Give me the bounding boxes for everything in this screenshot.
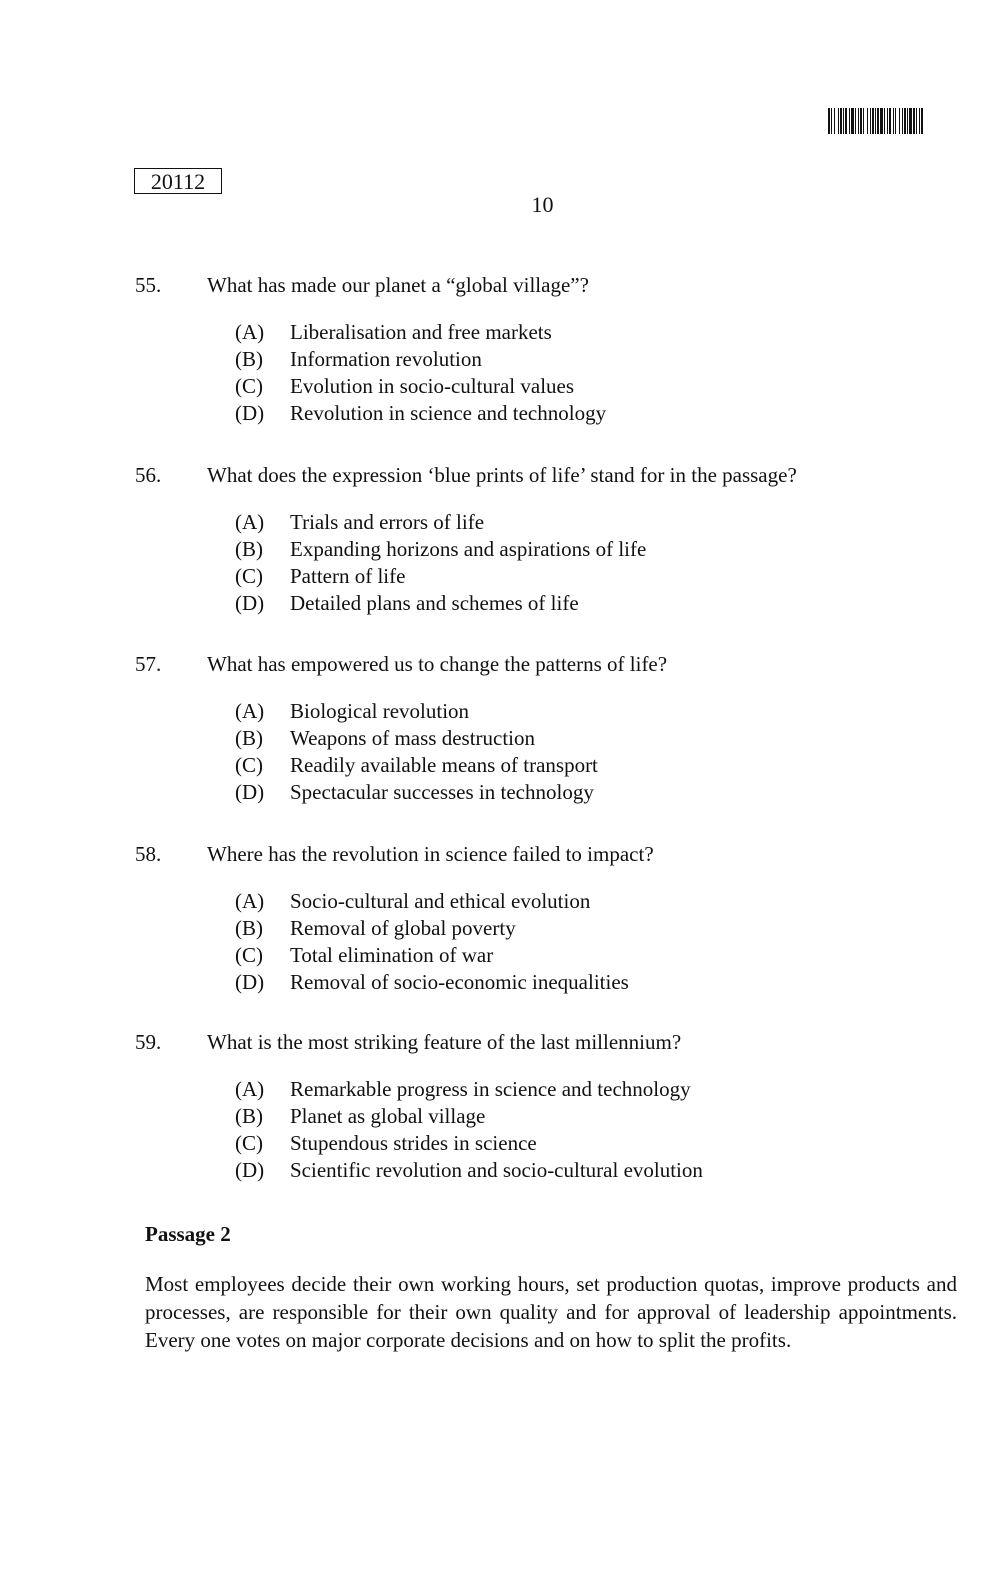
option-d — [235, 969, 895, 996]
option-letter: (D) — [235, 1158, 265, 1182]
option-text: Removal of socio-economic inequalities — [290, 970, 629, 994]
option-text: Socio-cultural and ethical evolution — [290, 889, 591, 913]
option-letter: (C) — [235, 1131, 263, 1155]
option-b — [235, 725, 895, 752]
option-list — [135, 888, 895, 996]
option-text: Removal of global poverty — [290, 916, 516, 940]
option-letter: (B) — [235, 537, 263, 561]
passage-title: Passage 2 — [145, 1222, 231, 1246]
question-number: 57. — [135, 652, 162, 676]
option-a — [235, 888, 895, 915]
option-text: Planet as global village — [290, 1104, 486, 1128]
option-letter: (C) — [235, 753, 263, 777]
option-text: Expanding horizons and aspirations of life — [290, 537, 647, 561]
option-c — [235, 563, 895, 590]
option-text: Biological revolution — [290, 699, 470, 723]
option-text: Liberalisation and free markets — [290, 320, 552, 344]
option-text: Detailed plans and schemes of life — [290, 591, 579, 615]
option-b — [235, 915, 895, 942]
option-c — [235, 942, 895, 969]
option-letter: (D) — [235, 780, 265, 804]
question-number: 56. — [135, 463, 162, 487]
question-text: Where has the revolution in science failed to impact? — [207, 842, 654, 866]
question-text: What has empowered us to change the patterns of life? — [207, 652, 668, 676]
option-text: Total elimination of war — [290, 943, 494, 967]
option-letter: (A) — [235, 699, 265, 723]
option-letter: (B) — [235, 726, 263, 750]
option-letter: (C) — [235, 943, 263, 967]
passage-text: Most employees decide their own working hours, set production quotas, improve products and processes, are responsible for their own quality and for approval of leadership appointments. Every one votes on major corporate decisions and on how to split the profits. — [145, 1272, 957, 1352]
option-text: Trials and errors of life — [290, 510, 485, 534]
barcode-icon — [828, 108, 983, 134]
option-text: Weapons of mass destruction — [290, 726, 536, 750]
option-list — [135, 509, 895, 617]
option-letter: (C) — [235, 564, 263, 588]
question-57 — [135, 652, 895, 806]
question-number: 59. — [135, 1030, 162, 1054]
question-text: What does the expression ‘blue prints of life’ stand for in the passage? — [207, 463, 797, 487]
option-letter: (B) — [235, 347, 263, 371]
option-letter: (C) — [235, 374, 263, 398]
option-text: Readily available means of transport — [290, 753, 598, 777]
option-c — [235, 752, 895, 779]
option-list — [135, 319, 895, 427]
option-d — [235, 590, 895, 617]
option-letter: (D) — [235, 591, 265, 615]
option-b — [235, 1103, 895, 1130]
option-text: Information revolution — [290, 347, 482, 371]
question-text: What is the most striking feature of the last millennium? — [207, 1030, 682, 1054]
option-letter: (B) — [235, 1104, 263, 1128]
question-59 — [135, 1030, 895, 1184]
question-58 — [135, 842, 895, 996]
option-letter: (D) — [235, 401, 265, 425]
option-text: Evolution in socio-cultural values — [290, 374, 575, 398]
option-a — [235, 509, 895, 536]
option-a — [235, 1076, 895, 1103]
option-d — [235, 1157, 895, 1184]
option-b — [235, 346, 895, 373]
question-number: 55. — [135, 273, 162, 297]
page-number: 10 — [531, 192, 554, 217]
option-d — [235, 400, 895, 427]
question-text: What has made our planet a “global village”? — [207, 273, 589, 297]
option-text: Spectacular successes in technology — [290, 780, 594, 804]
option-letter: (A) — [235, 1077, 265, 1101]
paper-code: 20112 — [134, 168, 222, 194]
option-a — [235, 698, 895, 725]
question-55 — [135, 273, 895, 427]
option-letter: (A) — [235, 889, 265, 913]
option-c — [235, 1130, 895, 1157]
option-list — [135, 698, 895, 806]
option-b — [235, 536, 895, 563]
option-d — [235, 779, 895, 806]
option-text: Pattern of life — [290, 564, 406, 588]
option-letter: (D) — [235, 970, 265, 994]
option-text: Revolution in science and technology — [290, 401, 607, 425]
option-letter: (A) — [235, 320, 265, 344]
option-a — [235, 319, 895, 346]
option-text: Remarkable progress in science and technology — [290, 1077, 691, 1101]
option-c — [235, 373, 895, 400]
option-text: Scientific revolution and socio-cultural evolution — [290, 1158, 703, 1182]
option-letter: (B) — [235, 916, 263, 940]
option-text: Stupendous strides in science — [290, 1131, 537, 1155]
question-56 — [135, 463, 895, 617]
question-number: 58. — [135, 842, 162, 866]
option-list — [135, 1076, 895, 1184]
option-letter: (A) — [235, 510, 265, 534]
